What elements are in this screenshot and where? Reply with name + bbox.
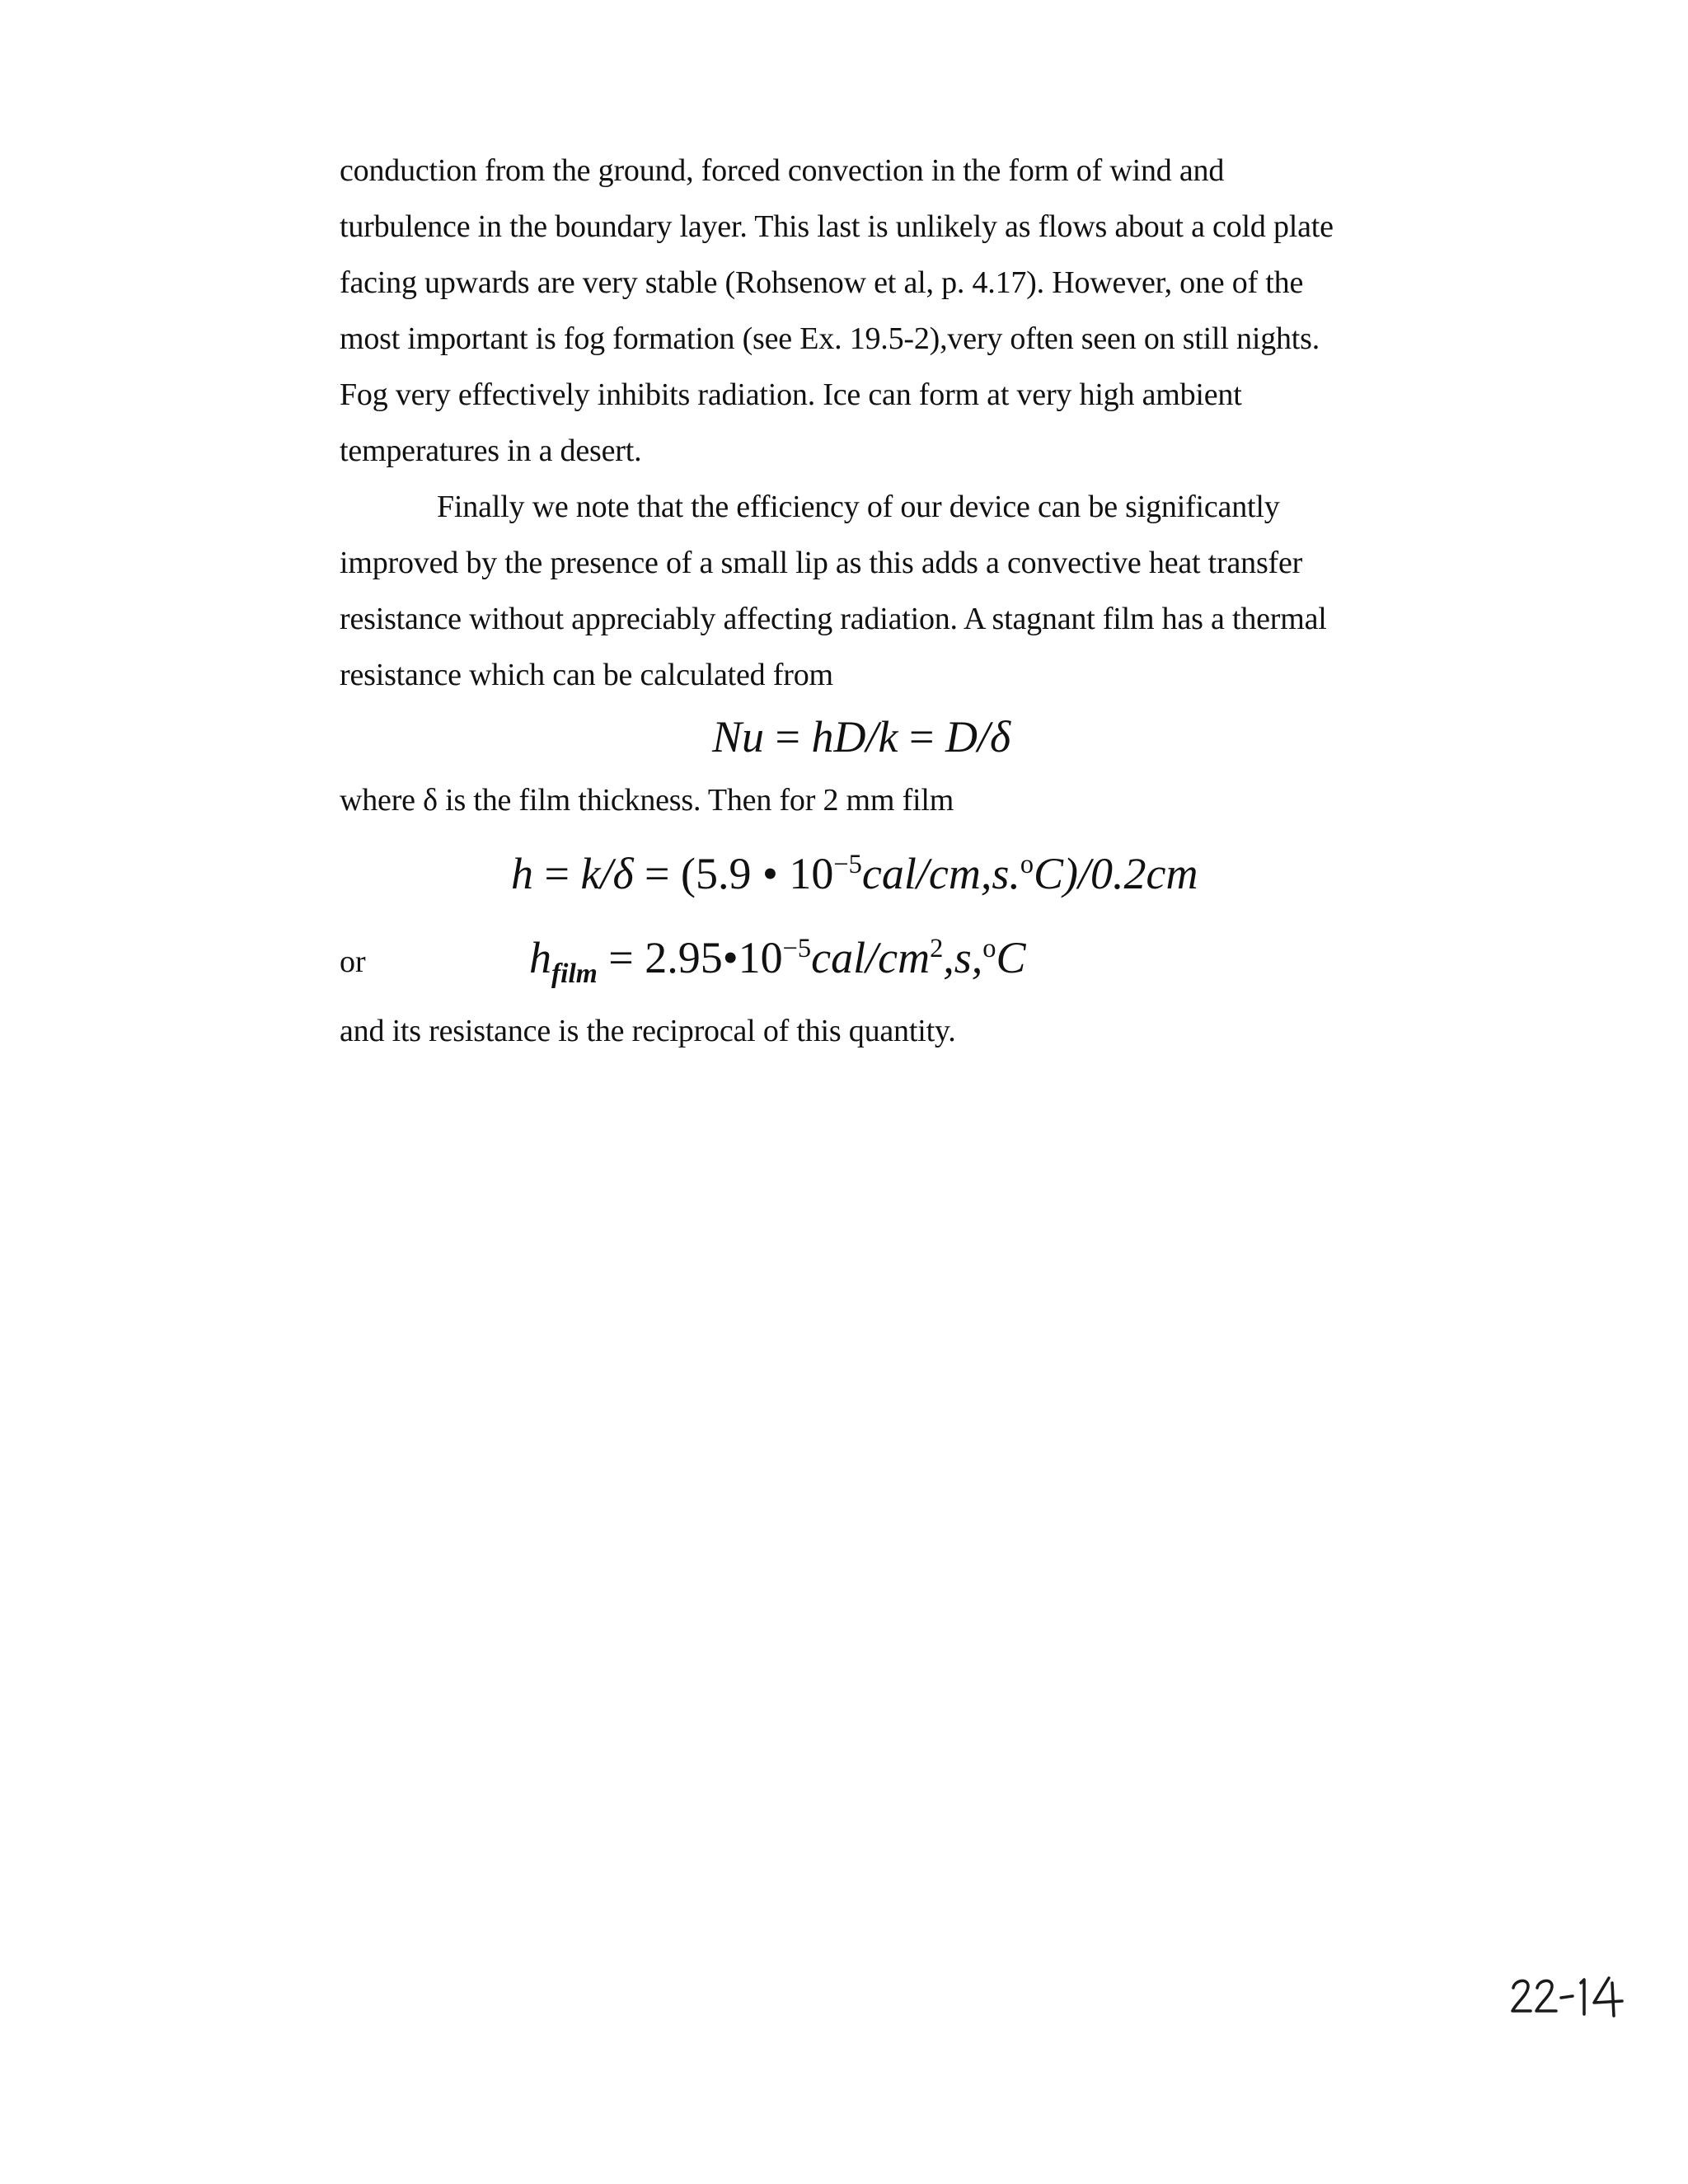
eq1-mid: hD/k	[811, 712, 898, 762]
eq3-equals: =	[608, 933, 645, 982]
eq2-tail: C)/0.2cm	[1034, 849, 1198, 898]
paragraph1-line-6: temperatures in a desert.	[340, 434, 642, 468]
eq2-units: cal/cm,s.	[861, 849, 1020, 898]
eq2-equals-1: =	[544, 849, 581, 898]
handwritten-page-number	[1508, 1971, 1632, 2021]
nusselt-equation	[712, 710, 1010, 763]
eq3-lhs: h	[529, 933, 551, 982]
paragraph2-line-4: resistance which can be calculated from	[340, 658, 833, 692]
eq2-degree: o	[1020, 850, 1034, 879]
paragraph1-line-2: turbulence in the boundary layer. This last is unlikely as flows about a cold plate	[340, 209, 1334, 244]
eq1-lhs: Nu	[712, 712, 765, 762]
eq2-coefficient: (5.9 • 10	[681, 849, 834, 898]
closing-line: and its resistance is the reciprocal of this quantity.	[340, 1014, 956, 1048]
eq3-mid: ,s,	[943, 933, 983, 982]
paragraph1-line-1: conduction from the ground, forced convection in the form of wind and	[340, 153, 1225, 188]
eq2-mid: k/δ	[580, 849, 634, 898]
eq2-equals-2: =	[645, 849, 682, 898]
eq3-tail: C	[996, 933, 1026, 982]
eq3-degree: o	[982, 934, 996, 963]
eq3-exponent: −5	[782, 934, 812, 963]
handwritten-page-number-glyphs	[1508, 1971, 1632, 2021]
film-coefficient-equation	[529, 931, 1026, 989]
eq2-exponent: −5	[833, 850, 862, 879]
paragraph1-line-4: most important is fog formation (see Ex. 19.5-2),very often seen on still nights.	[340, 321, 1320, 356]
eq3-squared: 2	[930, 934, 944, 963]
eq1-equals-2: =	[908, 712, 945, 762]
heat-transfer-coefficient-equation	[511, 847, 1198, 900]
or-label: or	[340, 944, 366, 979]
eq2-lhs: h	[511, 849, 533, 898]
film-thickness-text: where δ is the film thickness. Then for 2 mm film	[340, 783, 954, 818]
eq1-equals-1: =	[775, 712, 812, 762]
eq3-coefficient: 2.95•10	[645, 933, 783, 982]
paragraph2-line-2: improved by the presence of a small lip as this adds a convective heat transfer	[340, 546, 1303, 580]
eq3-units: cal/cm	[811, 933, 931, 982]
eq1-rhs: D/δ	[945, 712, 1011, 762]
paragraph1-line-5: Fog very effectively inhibits radiation. Ice can form at very high ambient	[340, 377, 1242, 412]
eq3-subscript: film	[551, 958, 598, 989]
paragraph2-line-3: resistance without appreciably affecting radiation. A stagnant film has a thermal	[340, 602, 1327, 636]
paragraph2-line-1: Finally we note that the efficiency of our device can be significantly	[437, 490, 1280, 524]
paragraph1-line-3: facing upwards are very stable (Rohsenow et al, p. 4.17). However, one of the	[340, 265, 1304, 300]
